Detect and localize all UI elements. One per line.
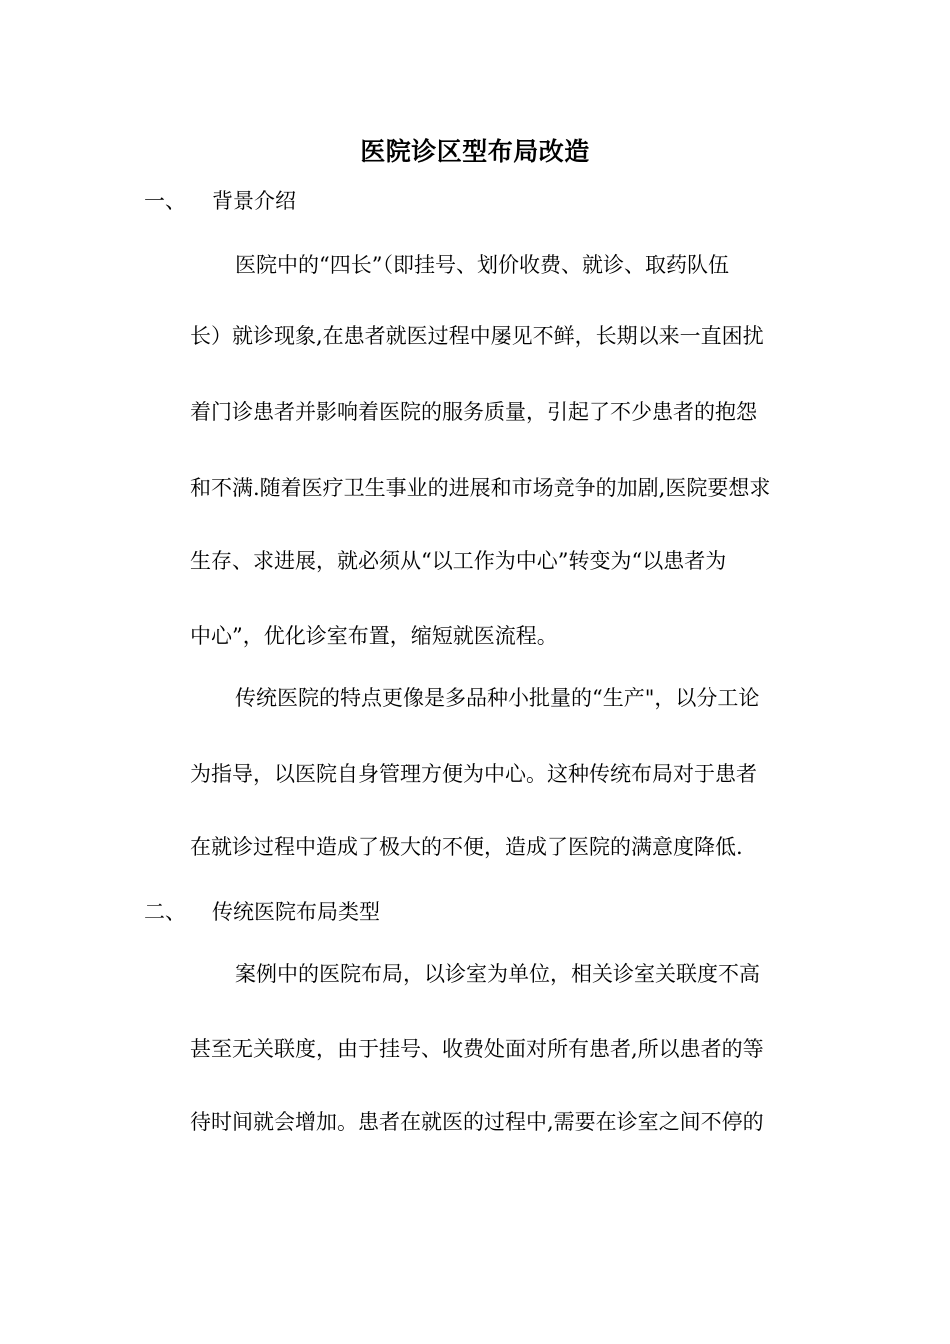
- text-line: 和不满.随着医疗卫生事业的进展和市场竞争的加剧,医院要想求: [190, 476, 771, 500]
- section-heading-2: [144, 897, 380, 927]
- section-heading-text: 传统医院布局类型: [212, 900, 380, 924]
- section-heading-1: [144, 186, 296, 216]
- text-line: 在就诊过程中造成了极大的不便，造成了医院的满意度降低.: [190, 835, 743, 859]
- text-line: 生存、求进展，就必须从“以工作为中心”转变为“以患者为: [190, 549, 727, 573]
- text-line: 着门诊患者并影响着医院的服务质量，引起了不少患者的抱怨: [190, 400, 757, 424]
- text-line: 待时间就会增加。患者在就医的过程中,需要在诊室之间不停的: [190, 1110, 764, 1134]
- text-line: 中心”，优化诊室布置，缩短就医流程。: [190, 624, 558, 648]
- text-line: 甚至无关联度，由于挂号、收费处面对所有患者,所以患者的等: [190, 1037, 764, 1061]
- text-line: 传统医院的特点更像是多品种小批量的“生产"，以分工论: [235, 686, 760, 710]
- text-line: 医院中的“四长”（即挂号、划价收费、就诊、取药队伍: [235, 253, 729, 277]
- section-heading-text: 背景介绍: [212, 189, 296, 213]
- text-line: 为指导，以医院自身管理方便为中心。这种传统布局对于患者: [190, 762, 757, 786]
- section-number: 一、: [144, 189, 186, 213]
- text-line: 长）就诊现象,在患者就医过程中屡见不鲜，长期以来一直困扰: [190, 324, 764, 348]
- section-number: 二、: [144, 900, 186, 924]
- document-title: 医院诊区型布局改造: [360, 137, 590, 166]
- text-line: 案例中的医院布局，以诊室为单位，相关诊室关联度不高: [235, 962, 760, 986]
